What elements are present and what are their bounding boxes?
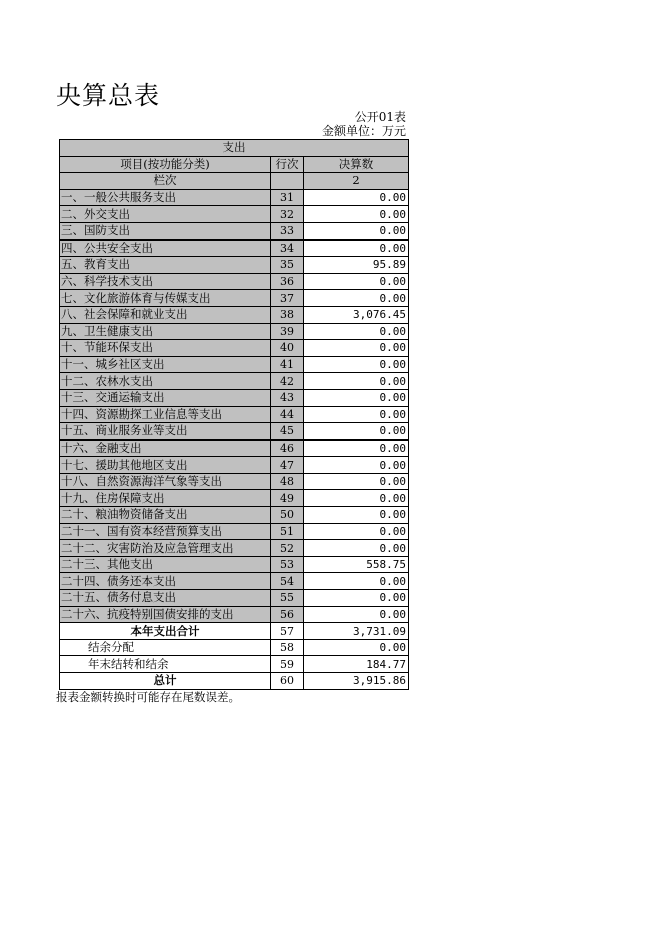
row-index-blank — [271, 173, 304, 190]
seq-cell: 50 — [271, 507, 304, 524]
table-row — [60, 457, 409, 474]
table-row — [60, 573, 409, 590]
item-cell: 十、节能环保支出 — [60, 340, 271, 357]
page-title: 央算总表 — [56, 81, 161, 110]
amount-cell: 0.00 — [304, 490, 409, 507]
item-cell: 十二、农林水支出 — [60, 373, 271, 390]
amount-cell: 0.00 — [304, 189, 409, 206]
year-end-carryover-seq: 59 — [271, 656, 304, 673]
table-row — [60, 406, 409, 423]
seq-cell: 34 — [271, 240, 304, 257]
amount-cell: 0.00 — [304, 222, 409, 239]
year-total-row — [60, 623, 409, 640]
header-columns-row — [60, 156, 409, 173]
seq-cell: 37 — [271, 290, 304, 307]
amount-cell: 0.00 — [304, 323, 409, 340]
item-cell: 六、科学技术支出 — [60, 273, 271, 290]
year-total-amount: 3,731.09 — [304, 623, 409, 640]
amount-cell: 0.00 — [304, 606, 409, 623]
item-cell: 二十四、债务还本支出 — [60, 573, 271, 590]
table-row — [60, 490, 409, 507]
item-cell: 二十、粮油物资储备支出 — [60, 507, 271, 524]
seq-cell: 48 — [271, 473, 304, 490]
amount-cell: 3,076.45 — [304, 306, 409, 323]
amount-cell: 0.00 — [304, 507, 409, 524]
table-row — [60, 423, 409, 440]
table-row — [60, 523, 409, 540]
amount-cell: 558.75 — [304, 556, 409, 573]
grand-total-label: 总计 — [60, 673, 271, 690]
amount-cell: 0.00 — [304, 340, 409, 357]
table-row — [60, 240, 409, 257]
col-header-amount: 决算数 — [304, 156, 409, 173]
row-label-cell: 栏次 — [60, 173, 271, 190]
table-row — [60, 373, 409, 390]
amount-cell: 0.00 — [304, 406, 409, 423]
grand-total-seq: 60 — [271, 673, 304, 690]
seq-cell: 40 — [271, 340, 304, 357]
table-row — [60, 606, 409, 623]
year-end-carryover-label: 年末结转和结余 — [60, 656, 271, 673]
item-cell: 五、教育支出 — [60, 257, 271, 274]
seq-cell: 32 — [271, 206, 304, 223]
amount-cell: 0.00 — [304, 573, 409, 590]
item-cell: 十九、住房保障支出 — [60, 490, 271, 507]
amount-unit: 金额单位：万元 — [321, 124, 406, 138]
amount-cell: 0.00 — [304, 440, 409, 457]
seq-cell: 45 — [271, 423, 304, 440]
header-index-row — [60, 173, 409, 190]
balance-distribution-label: 结余分配 — [60, 639, 271, 656]
table-row — [60, 590, 409, 607]
table-row — [60, 189, 409, 206]
table-row — [60, 507, 409, 524]
seq-cell: 52 — [271, 540, 304, 557]
item-cell: 九、卫生健康支出 — [60, 323, 271, 340]
table-row — [60, 206, 409, 223]
item-cell: 十五、商业服务业等支出 — [60, 423, 271, 440]
balance-distribution-row — [60, 639, 409, 656]
amount-cell: 0.00 — [304, 290, 409, 307]
table-row — [60, 222, 409, 239]
year-total-label: 本年支出合计 — [60, 623, 271, 640]
item-cell: 二、外交支出 — [60, 206, 271, 223]
balance-distribution-amount: 0.00 — [304, 639, 409, 656]
item-cell: 七、文化旅游体育与传媒支出 — [60, 290, 271, 307]
seq-cell: 36 — [271, 273, 304, 290]
amount-cell: 95.89 — [304, 257, 409, 274]
table-row — [60, 306, 409, 323]
year-end-carryover-amount: 184.77 — [304, 656, 409, 673]
item-cell: 二十五、债务付息支出 — [60, 590, 271, 607]
amount-cell: 0.00 — [304, 540, 409, 557]
seq-cell: 56 — [271, 606, 304, 623]
seq-cell: 47 — [271, 457, 304, 474]
table-row — [60, 440, 409, 457]
amount-cell: 0.00 — [304, 590, 409, 607]
seq-cell: 33 — [271, 222, 304, 239]
table-row — [60, 323, 409, 340]
item-cell: 一、一般公共服务支出 — [60, 189, 271, 206]
amount-cell: 0.00 — [304, 373, 409, 390]
item-cell: 十七、援助其他地区支出 — [60, 457, 271, 474]
amount-cell: 0.00 — [304, 206, 409, 223]
table-row — [60, 473, 409, 490]
balance-distribution-seq: 58 — [271, 639, 304, 656]
seq-cell: 46 — [271, 440, 304, 457]
amount-cell: 0.00 — [304, 356, 409, 373]
item-cell: 二十一、国有资本经营预算支出 — [60, 523, 271, 540]
col-header-item: 项目(按功能分类) — [60, 156, 271, 173]
table-row — [60, 340, 409, 357]
amount-cell: 0.00 — [304, 523, 409, 540]
year-total-seq: 57 — [271, 623, 304, 640]
seq-cell: 44 — [271, 406, 304, 423]
seq-cell: 51 — [271, 523, 304, 540]
seq-cell: 39 — [271, 323, 304, 340]
item-cell: 二十三、其他支出 — [60, 556, 271, 573]
col-header-seq: 行次 — [271, 156, 304, 173]
seq-cell: 35 — [271, 257, 304, 274]
seq-cell: 53 — [271, 556, 304, 573]
grand-total-row — [60, 673, 409, 690]
item-cell: 十三、交通运输支出 — [60, 389, 271, 406]
table-row — [60, 273, 409, 290]
seq-cell: 42 — [271, 373, 304, 390]
seq-cell: 38 — [271, 306, 304, 323]
table-row — [60, 556, 409, 573]
grand-total-amount: 3,915.86 — [304, 673, 409, 690]
amount-cell: 0.00 — [304, 389, 409, 406]
footnote: 报表金额转换时可能存在尾数误差。 — [56, 690, 240, 704]
table-row — [60, 290, 409, 307]
row-col-index: 2 — [304, 173, 409, 190]
item-cell: 二十二、灾害防治及应急管理支出 — [60, 540, 271, 557]
amount-cell: 0.00 — [304, 473, 409, 490]
year-end-carryover-row — [60, 656, 409, 673]
item-cell: 十八、自然资源海洋气象等支出 — [60, 473, 271, 490]
amount-cell: 0.00 — [304, 457, 409, 474]
seq-cell: 49 — [271, 490, 304, 507]
amount-cell: 0.00 — [304, 273, 409, 290]
seq-cell: 54 — [271, 573, 304, 590]
table-row — [60, 257, 409, 274]
seq-cell: 41 — [271, 356, 304, 373]
seq-cell: 43 — [271, 389, 304, 406]
item-cell: 四、公共安全支出 — [60, 240, 271, 257]
section-header: 支出 — [60, 140, 409, 157]
item-cell: 十六、金融支出 — [60, 440, 271, 457]
form-code: 公开01表 — [354, 110, 406, 124]
table-row — [60, 389, 409, 406]
item-cell: 三、国防支出 — [60, 222, 271, 239]
item-cell: 二十六、抗疫特别国债安排的支出 — [60, 606, 271, 623]
expenditure-table — [59, 139, 409, 690]
item-cell: 八、社会保障和就业支出 — [60, 306, 271, 323]
table-row — [60, 356, 409, 373]
amount-cell: 0.00 — [304, 423, 409, 440]
item-cell: 十一、城乡社区支出 — [60, 356, 271, 373]
seq-cell: 55 — [271, 590, 304, 607]
seq-cell: 31 — [271, 189, 304, 206]
item-cell: 十四、资源勘探工业信息等支出 — [60, 406, 271, 423]
table-row — [60, 540, 409, 557]
header-section-row — [60, 140, 409, 157]
amount-cell: 0.00 — [304, 240, 409, 257]
